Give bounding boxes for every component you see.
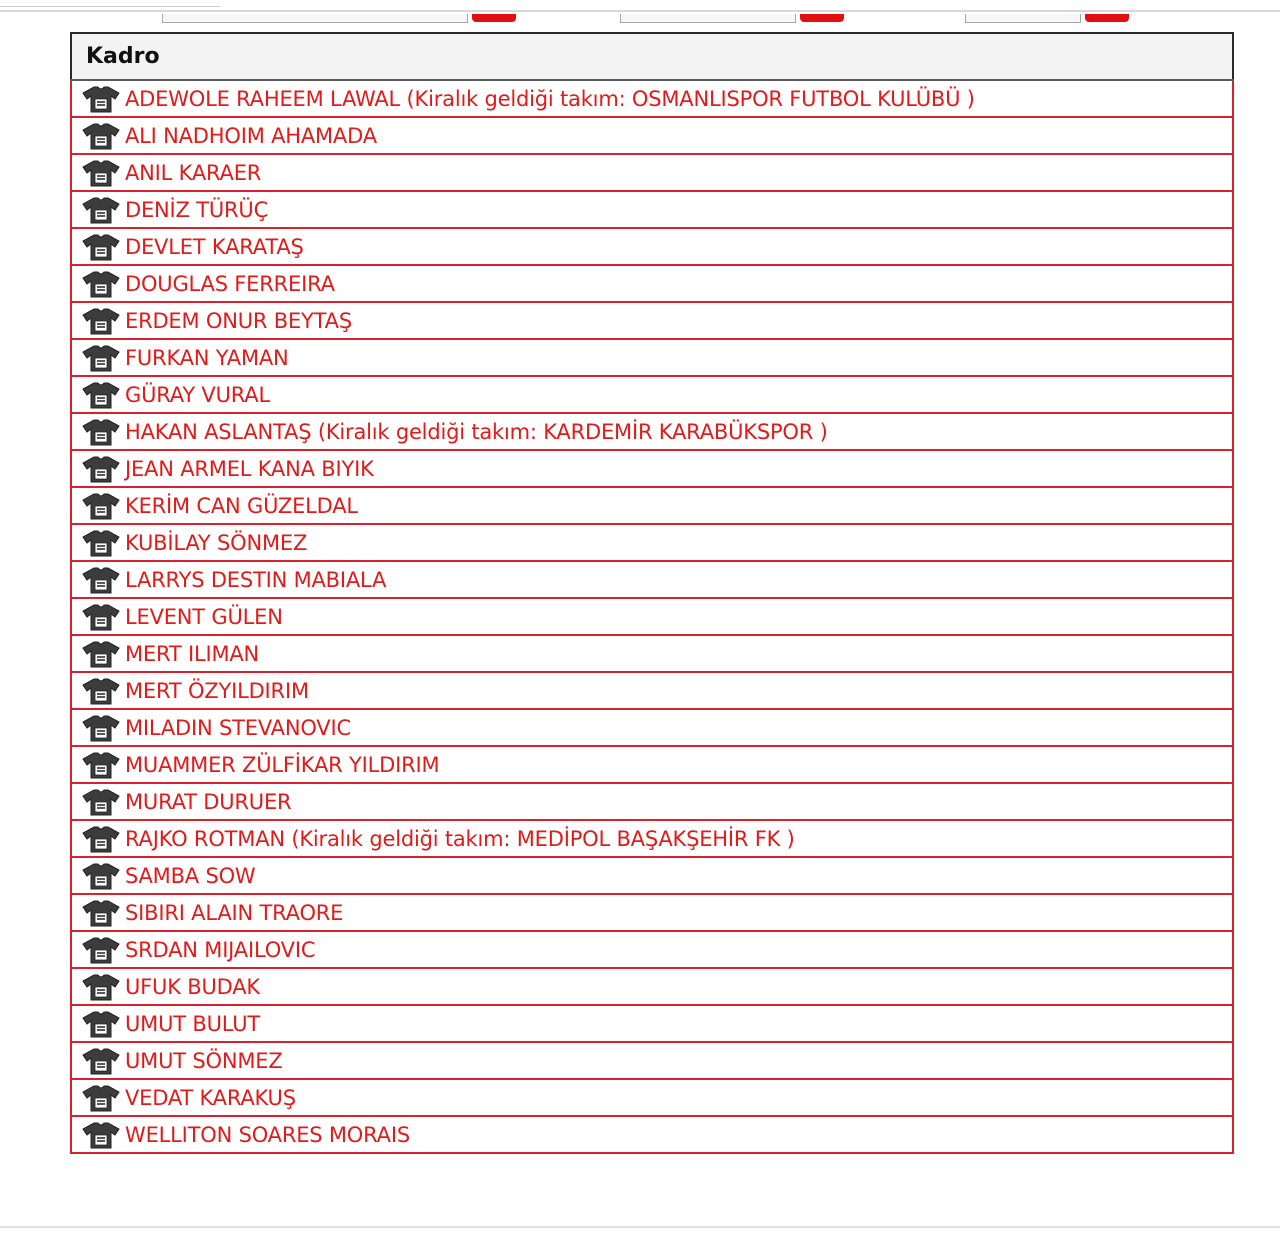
- roster-cell: [71, 561, 1233, 598]
- player-entry: [82, 1043, 1232, 1078]
- player-link[interactable]: ADEWOLE RAHEEM LAWAL (Kiralık geldiği takım: OSMANLISPOR FUTBOL KULÜBÜ ): [125, 86, 975, 111]
- player-entry: [82, 303, 1232, 338]
- filter-button-1[interactable]: [472, 14, 516, 22]
- roster-header-row: [71, 33, 1233, 80]
- player-entry: [82, 821, 1232, 856]
- top-divider: [0, 10, 1280, 12]
- table-row: [71, 635, 1233, 672]
- table-row: [71, 524, 1233, 561]
- shirt-icon: [82, 714, 120, 742]
- player-link[interactable]: GÜRAY VURAL: [125, 382, 270, 407]
- shirt-icon: [82, 899, 120, 927]
- roster-header: Kadro: [71, 33, 1233, 80]
- player-entry: [82, 118, 1232, 153]
- roster-cell: [71, 302, 1233, 339]
- shirt-icon: [82, 344, 120, 372]
- shirt-icon: [82, 85, 120, 113]
- shirt-icon: [82, 159, 120, 187]
- player-entry: [82, 1080, 1232, 1115]
- player-link[interactable]: MUAMMER ZÜLFİKAR YILDIRIM: [125, 752, 440, 777]
- player-entry: [82, 266, 1232, 301]
- player-entry: [82, 710, 1232, 745]
- player-entry: [82, 636, 1232, 671]
- shirt-icon: [82, 603, 120, 631]
- player-link[interactable]: JEAN ARMEL KANA BIYIK: [125, 456, 374, 481]
- roster-cell: [71, 524, 1233, 561]
- filter-button-2[interactable]: [800, 14, 844, 22]
- player-link[interactable]: VEDAT KARAKUŞ: [125, 1085, 296, 1110]
- shirt-icon: [82, 233, 120, 261]
- shirt-icon: [82, 788, 120, 816]
- roster-cell: [71, 709, 1233, 746]
- table-row: [71, 598, 1233, 635]
- player-link[interactable]: ERDEM ONUR BEYTAŞ: [125, 308, 352, 333]
- roster-cell: [71, 1079, 1233, 1116]
- table-row: [71, 783, 1233, 820]
- table-row: [71, 968, 1233, 1005]
- shirt-icon: [82, 455, 120, 483]
- table-row: [71, 228, 1233, 265]
- shirt-icon: [82, 418, 120, 446]
- player-entry: [82, 1006, 1232, 1041]
- roster-cell: [71, 783, 1233, 820]
- shirt-icon: [82, 640, 120, 668]
- roster-cell: [71, 339, 1233, 376]
- top-filter-bar: [0, 0, 1280, 22]
- table-row: [71, 894, 1233, 931]
- shirt-icon: [82, 381, 120, 409]
- player-link[interactable]: LEVENT GÜLEN: [125, 604, 283, 629]
- player-entry: [82, 599, 1232, 634]
- player-entry: [82, 451, 1232, 486]
- roster-cell: [71, 265, 1233, 302]
- player-entry: [82, 81, 1232, 116]
- player-entry: [82, 192, 1232, 227]
- roster-cell: [71, 450, 1233, 487]
- player-link[interactable]: KERİM CAN GÜZELDAL: [125, 493, 358, 518]
- table-row: [71, 820, 1233, 857]
- table-row: [71, 746, 1233, 783]
- shirt-icon: [82, 936, 120, 964]
- shirt-icon: [82, 825, 120, 853]
- table-row: [71, 117, 1233, 154]
- table-row: [71, 709, 1233, 746]
- filter-select-1[interactable]: [162, 14, 468, 23]
- filter-button-3[interactable]: [1085, 14, 1129, 22]
- player-entry: [82, 673, 1232, 708]
- table-row: [71, 1116, 1233, 1153]
- page-edge-mark: [0, 0, 220, 7]
- roster-cell: [71, 1042, 1233, 1079]
- table-row: [71, 413, 1233, 450]
- shirt-icon: [82, 1010, 120, 1038]
- player-link[interactable]: MILADIN STEVANOVIC: [125, 715, 351, 740]
- bottom-divider: [0, 1226, 1280, 1228]
- player-link[interactable]: ANIL KARAER: [125, 160, 262, 185]
- player-link[interactable]: LARRYS DESTIN MABIALA: [125, 567, 387, 592]
- player-link[interactable]: DEVLET KARATAŞ: [125, 234, 304, 259]
- table-row: [71, 561, 1233, 598]
- shirt-icon: [82, 677, 120, 705]
- table-row: [71, 450, 1233, 487]
- roster-cell: [71, 413, 1233, 450]
- roster-cell: [71, 820, 1233, 857]
- table-row: [71, 931, 1233, 968]
- table-row: [71, 191, 1233, 228]
- player-link[interactable]: UMUT SÖNMEZ: [125, 1048, 283, 1073]
- roster-cell: [71, 117, 1233, 154]
- player-entry: [82, 525, 1232, 560]
- shirt-icon: [82, 862, 120, 890]
- shirt-icon: [82, 751, 120, 779]
- roster-cell: [71, 635, 1233, 672]
- table-row: [71, 487, 1233, 524]
- roster-list: [71, 80, 1233, 1153]
- table-row: [71, 1079, 1233, 1116]
- roster-table: [70, 32, 1234, 1154]
- player-link[interactable]: DENİZ TÜRÜÇ: [125, 197, 269, 222]
- roster-cell: [71, 154, 1233, 191]
- player-entry: [82, 932, 1232, 967]
- roster-cell: [71, 931, 1233, 968]
- player-link[interactable]: FURKAN YAMAN: [125, 345, 289, 370]
- table-row: [71, 339, 1233, 376]
- roster-cell: [71, 746, 1233, 783]
- shirt-icon: [82, 307, 120, 335]
- player-link[interactable]: MURAT DURUER: [125, 789, 292, 814]
- player-entry: [82, 340, 1232, 375]
- shirt-icon: [82, 1047, 120, 1075]
- player-link[interactable]: MERT ÖZYILDIRIM: [125, 678, 309, 703]
- player-link[interactable]: SRDAN MIJAILOVIC: [125, 937, 316, 962]
- shirt-icon: [82, 196, 120, 224]
- player-entry: [82, 895, 1232, 930]
- player-entry: [82, 969, 1232, 1004]
- player-entry: [82, 229, 1232, 264]
- filter-select-2[interactable]: [620, 14, 796, 23]
- player-link[interactable]: KUBİLAY SÖNMEZ: [125, 530, 308, 555]
- roster-cell: [71, 376, 1233, 413]
- table-row: [71, 1005, 1233, 1042]
- roster-cell: [71, 894, 1233, 931]
- roster-cell: [71, 1116, 1233, 1153]
- player-entry: [82, 488, 1232, 523]
- shirt-icon: [82, 973, 120, 1001]
- player-link[interactable]: UMUT BULUT: [125, 1011, 260, 1036]
- table-row: [71, 857, 1233, 894]
- roster-cell: [71, 968, 1233, 1005]
- player-link[interactable]: WELLITON SOARES MORAIS: [125, 1122, 410, 1147]
- player-link[interactable]: MERT ILIMAN: [125, 641, 260, 666]
- player-entry: [82, 747, 1232, 782]
- table-row: [71, 265, 1233, 302]
- roster-cell: [71, 1005, 1233, 1042]
- roster-cell: [71, 487, 1233, 524]
- player-link[interactable]: ALI NADHOIM AHAMADA: [125, 123, 377, 148]
- player-entry: [82, 858, 1232, 893]
- player-link[interactable]: DOUGLAS FERREIRA: [125, 271, 335, 296]
- table-row: [71, 154, 1233, 191]
- table-row: [71, 80, 1233, 117]
- roster-cell: [71, 228, 1233, 265]
- player-entry: [82, 414, 1232, 449]
- shirt-icon: [82, 122, 120, 150]
- player-link[interactable]: UFUK BUDAK: [125, 974, 260, 999]
- shirt-icon: [82, 529, 120, 557]
- shirt-icon: [82, 270, 120, 298]
- table-row: [71, 672, 1233, 709]
- roster-cell: [71, 191, 1233, 228]
- player-entry: [82, 784, 1232, 819]
- player-entry: [82, 155, 1232, 190]
- table-row: [71, 1042, 1233, 1079]
- table-row: [71, 376, 1233, 413]
- table-row: [71, 302, 1233, 339]
- player-link[interactable]: RAJKO ROTMAN (Kiralık geldiği takım: MEDİPOL BAŞAKŞEHİR FK ): [125, 826, 795, 851]
- roster-cell: [71, 80, 1233, 117]
- player-link[interactable]: SAMBA SOW: [125, 863, 256, 888]
- player-entry: [82, 1117, 1232, 1152]
- shirt-icon: [82, 1084, 120, 1112]
- roster-cell: [71, 598, 1233, 635]
- shirt-icon: [82, 566, 120, 594]
- roster-cell: [71, 672, 1233, 709]
- player-entry: [82, 562, 1232, 597]
- filter-select-3[interactable]: [965, 14, 1081, 23]
- player-entry: [82, 377, 1232, 412]
- roster-cell: [71, 857, 1233, 894]
- shirt-icon: [82, 1121, 120, 1149]
- player-link[interactable]: HAKAN ASLANTAŞ (Kiralık geldiği takım: KARDEMİR KARABÜKSPOR ): [125, 419, 828, 444]
- player-link[interactable]: SIBIRI ALAIN TRAORE: [125, 900, 344, 925]
- shirt-icon: [82, 492, 120, 520]
